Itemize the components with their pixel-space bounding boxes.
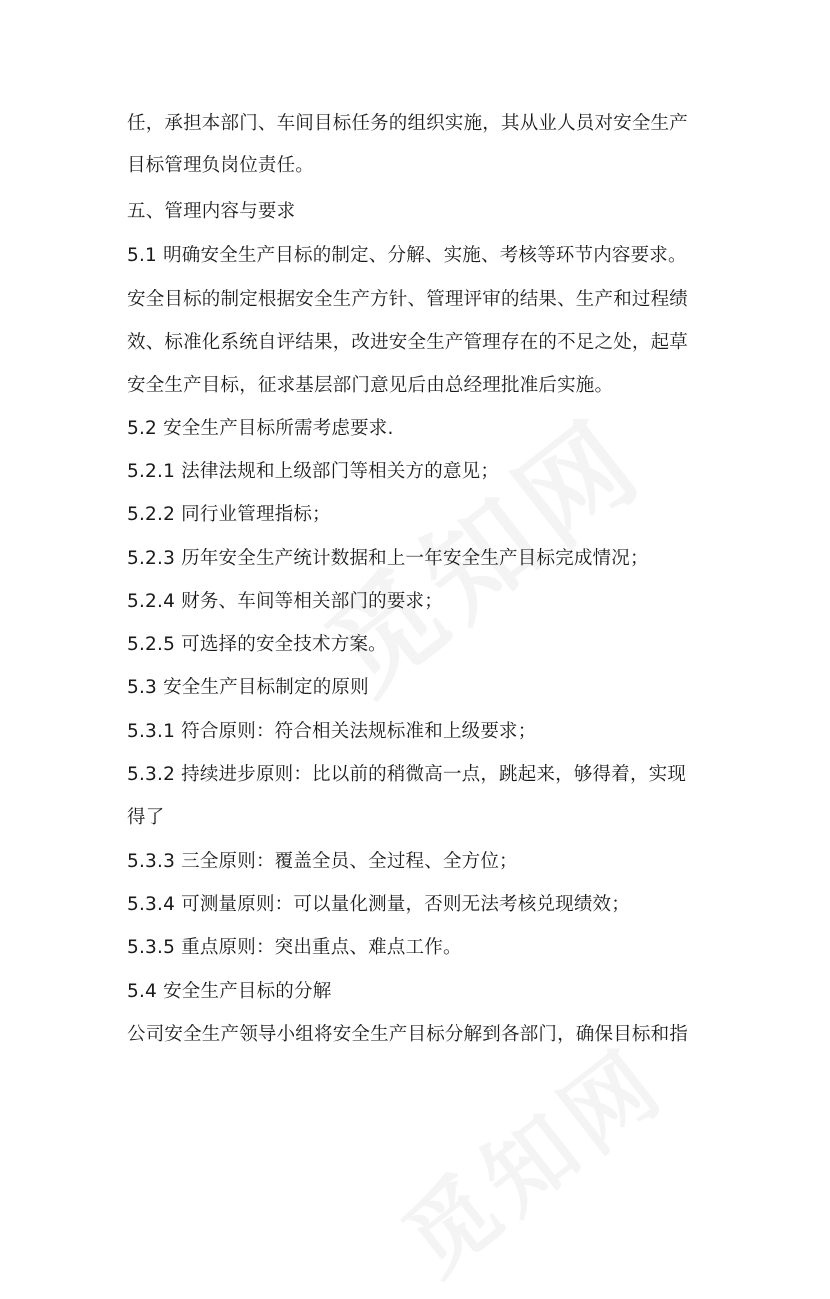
clause-heading: 5.4 安全生产目标的分解 [127,981,332,1002]
clause-heading: 5.1 明确安全生产目标的制定、分解、实施、考核等环节内容要求。 [127,245,687,266]
clause-heading: 5.2 安全生产目标所需考虑要求. [127,418,394,439]
list-item: 5.2.4 财务、车间等相关部门的要求； [127,591,443,612]
paragraph-line: 目标管理负岗位责任。 [127,155,315,176]
list-item: 5.2.1 法律法规和上级部门等相关方的意见； [127,461,500,482]
list-item: 5.2.5 可选择的安全技术方案。 [127,634,387,655]
list-item: 5.2.2 同行业管理指标； [127,504,331,525]
list-item: 5.3.3 三全原则：覆盖全员、全过程、全方位； [127,851,518,872]
list-item: 5.3.2 持续进步原则：比以前的稍微高一点，跳起来，够得着，实现 [127,764,687,785]
clause-heading: 5.3 安全生产目标制定的原则 [127,677,369,698]
paragraph-line: 任，承担本部门、车间目标任务的组织实施，其从业人员对安全生产 [127,113,689,134]
list-item: 5.2.3 历年安全生产统计数据和上一年安全生产目标完成情况； [127,548,649,569]
list-item: 5.3.5 重点原则：突出重点、难点工作。 [127,937,462,958]
section-heading: 五、管理内容与要求 [127,201,296,222]
paragraph-line: 安全目标的制定根据安全生产方针、管理评审的结果、生产和过程绩 [127,289,689,310]
paragraph-line: 效、标准化系统自评结果，改进安全生产管理存在的不足之处，起草 [127,332,689,353]
list-item: 5.3.1 符合原则：符合相关法规标准和上级要求； [127,721,537,742]
list-item: 5.3.4 可测量原则：可以量化测量，否则无法考核兑现绩效； [127,894,630,915]
paragraph-line: 安全生产目标，征求基层部门意见后由总经理批准后实施。 [127,375,614,396]
paragraph-line: 得了 [127,807,165,828]
paragraph-line: 公司安全生产领导小组将安全生产目标分解到各部门，确保目标和指 [127,1024,689,1045]
watermark [372,1011,688,1298]
